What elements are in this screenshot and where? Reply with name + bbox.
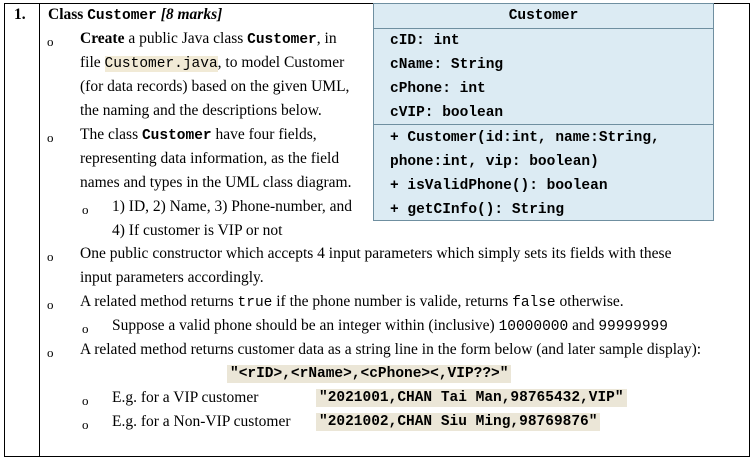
eg-nonvip-value: "2021002,CHAN Siu Ming,98769876" <box>316 413 600 431</box>
bullet-3-line-2: input parameters accordingly. <box>80 269 264 286</box>
bullet-4-sub-marker: o <box>82 321 89 336</box>
uml-method-constructor: + Customer(id:int, name:String, <box>390 130 660 146</box>
uml-field-phone: cPhone: int <box>390 81 486 97</box>
bullet-5-line: A related method returns customer data as a string line in the form below (and later sample display): <box>80 341 702 358</box>
question-number: 1. <box>14 6 26 23</box>
bullet-4-sub-line <box>112 317 668 335</box>
bullet-2-sub-line-2: 4) If customer is VIP or not <box>112 222 283 239</box>
bullet-1-line-2 <box>80 54 344 72</box>
title-prefix: Class <box>48 6 88 23</box>
uml-method-getcinfo: + getCInfo(): String <box>390 202 565 218</box>
bullet-1-line-4: the naming and the descriptions below. <box>80 102 322 119</box>
bullet-2-line-3: names and types in the UML class diagram. <box>80 174 352 191</box>
eg-vip-marker: o <box>82 393 89 408</box>
phone-max: 99999999 <box>598 319 668 335</box>
bullet-2-sub-line-1: 1) ID, 2) Name, 3) Phone-number, and <box>112 198 352 215</box>
code-true: true <box>237 295 273 311</box>
format-code: "<rID>,<rName>,<cPhone><,VIP??>" <box>227 365 511 383</box>
bullet-2-sub-marker: o <box>82 202 89 217</box>
uml-method-isvalidphone: + isValidPhone(): boolean <box>390 178 608 194</box>
bullet-2-text: The class <box>80 126 142 143</box>
bullet-1-text: a public Java class <box>124 30 248 47</box>
eg-vip-value: "2021001,CHAN Tai Man,98765432,VIP" <box>316 389 627 407</box>
question-title <box>48 6 222 24</box>
bullet-4-text-a: A related method returns <box>80 293 238 310</box>
title-marks: [8 marks] <box>156 6 223 23</box>
phone-min: 10000000 <box>498 319 569 335</box>
uml-class-diagram <box>373 3 714 221</box>
eg-vip-label: E.g. for a VIP customer <box>112 389 259 406</box>
bullet-2-line-2: representing data information, as the field <box>80 150 340 167</box>
filename-code: Customer.java <box>104 56 218 72</box>
class-name-code: Customer <box>247 32 317 48</box>
uml-divider-2 <box>374 124 713 125</box>
eg-nonvip-label: E.g. for a Non-VIP customer <box>112 413 291 430</box>
column-separator <box>39 3 40 457</box>
bullet-2-marker: o <box>47 130 54 145</box>
bullet-2-line-1 <box>80 126 317 144</box>
title-code: Customer <box>87 8 157 24</box>
bullet-4-sub-and: and <box>568 317 599 334</box>
uml-method-constructor-cont: phone:int, vip: boolean) <box>390 154 599 170</box>
bullet-1-text-end: , in <box>316 30 337 47</box>
bullet-2-text-end: have four fields, <box>211 126 317 143</box>
bullet-4-text-b: if the phone number is valide, returns <box>272 293 513 310</box>
uml-field-name: cName: String <box>390 57 504 73</box>
uml-class-name: Customer <box>508 8 579 24</box>
uml-divider-1 <box>374 28 713 29</box>
bullet-5-marker: o <box>47 345 54 360</box>
bullet-4-sub-text: Suppose a valid phone should be an integer within (inclusive) <box>112 317 499 334</box>
uml-field-vip: cVIP: boolean <box>390 105 504 121</box>
eg-nonvip-marker: o <box>82 417 89 432</box>
bullet-1-text-2: , to model Customer <box>217 54 345 71</box>
bullet-4-marker: o <box>47 297 54 312</box>
uml-field-id: cID: int <box>390 33 460 49</box>
class-name-code-2: Customer <box>141 128 212 144</box>
bullet-4-line <box>80 293 624 311</box>
code-false: false <box>512 295 556 311</box>
bullet-3-line-1: One public constructor which accepts 4 input parameters which simply sets its fields with these <box>80 245 672 262</box>
bullet-1-line-3: (for data records) based on the given UML, <box>80 78 350 95</box>
file-word: file <box>80 54 105 71</box>
bullet-1-line-1 <box>80 30 337 48</box>
bullet-4-text-c: otherwise. <box>555 293 624 310</box>
create-word: Create <box>80 30 125 47</box>
bullet-3-marker: o <box>47 249 54 264</box>
bullet-1-marker: o <box>47 34 54 49</box>
